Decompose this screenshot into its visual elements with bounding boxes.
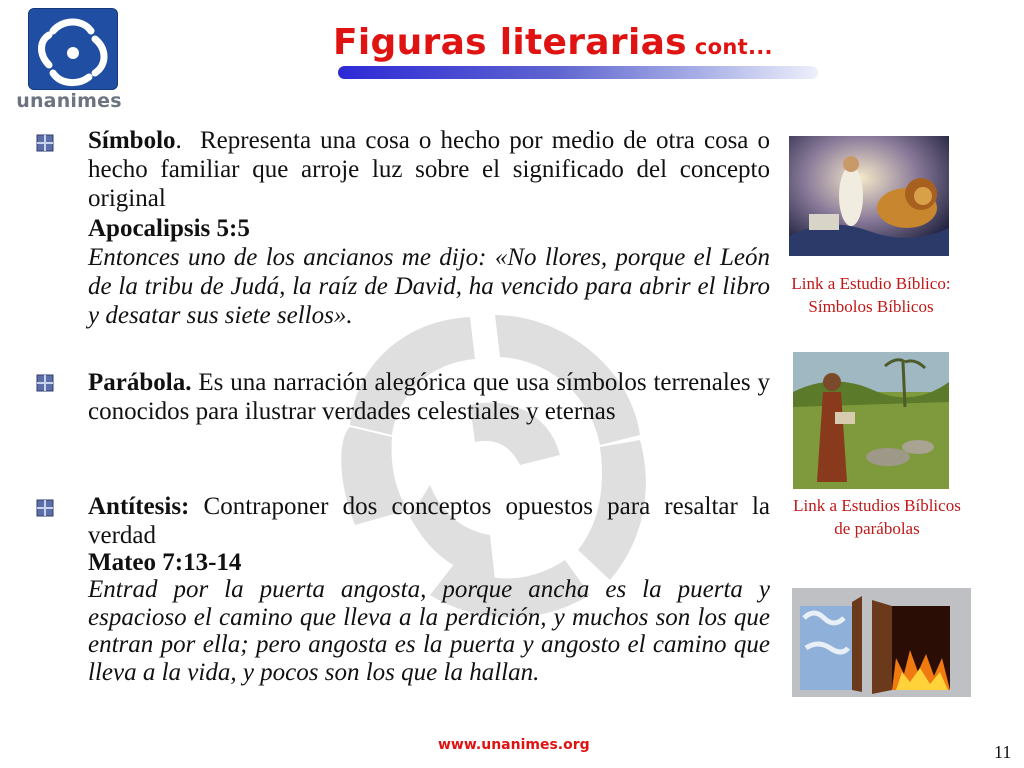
reference-apocalipsis: Apocalipsis 5:5: [88, 215, 250, 242]
footer-url[interactable]: www.unanimes.org: [438, 737, 590, 753]
parable-definition: [88, 368, 770, 426]
term-antithesis: Antítesis:: [88, 493, 190, 520]
reference-mateo: Mateo 7:13-14: [88, 549, 242, 576]
symbol-definition: [88, 126, 770, 213]
parable-text: Es una narración alegórica que usa símbolos terrenales y conocidos para ilustrar verdades celestiales y eternas: [88, 369, 770, 425]
symbol-text: Representa una cosa o hecho por medio de otra cosa o hecho familiar que arroje luz sobre el significado del concepto original: [88, 127, 771, 212]
title-main: Figuras literarias: [333, 22, 687, 63]
brand-name: unanimes: [16, 90, 122, 112]
unanimes-logo-icon: [28, 8, 118, 90]
bullet-icon: [36, 374, 54, 392]
antithesis-definition: [88, 492, 770, 550]
bullet-icon: [36, 499, 54, 517]
term-parable: Parábola.: [88, 369, 192, 396]
page-number: 11: [994, 742, 1012, 762]
sower-image[interactable]: [793, 352, 949, 489]
bullet-icon: [36, 134, 54, 152]
term-symbol-punct: .: [175, 127, 182, 154]
antithesis-text: Contraponer dos conceptos opuestos para resaltar la verdad: [88, 493, 771, 549]
quote-mateo: Entrad por la puerta angosta, porque ancha es la puerta y espacioso el camino que lleva a la perdición, y muchos son los que entran por ella; pero angosta es la puerta y angosto el camino que lleva a la vida, y pocos son los que la hallan.: [88, 576, 770, 686]
link-symbols-study[interactable]: Link a Estudio Bíblico: Símbolos Bíblicos: [791, 274, 951, 316]
title-suffix: cont...: [694, 35, 773, 59]
quote-apocalipsis: Entonces uno de los ancianos me dijo: «No llores, porque el León de la tribu de Judá, la raíz de David, ha vencido para abrir el libro y desatar sus siete sellos».: [88, 244, 770, 329]
term-symbol: Símbolo: [88, 127, 176, 154]
slide-title: [333, 22, 773, 63]
unanimes-logo[interactable]: [14, 8, 124, 113]
link-parables-study[interactable]: Link a Estudios Bíblicos de parábolas: [793, 496, 961, 538]
two-doors-image[interactable]: [792, 588, 971, 697]
title-underline-bar: [338, 66, 818, 79]
lion-jesus-image[interactable]: [789, 136, 949, 256]
